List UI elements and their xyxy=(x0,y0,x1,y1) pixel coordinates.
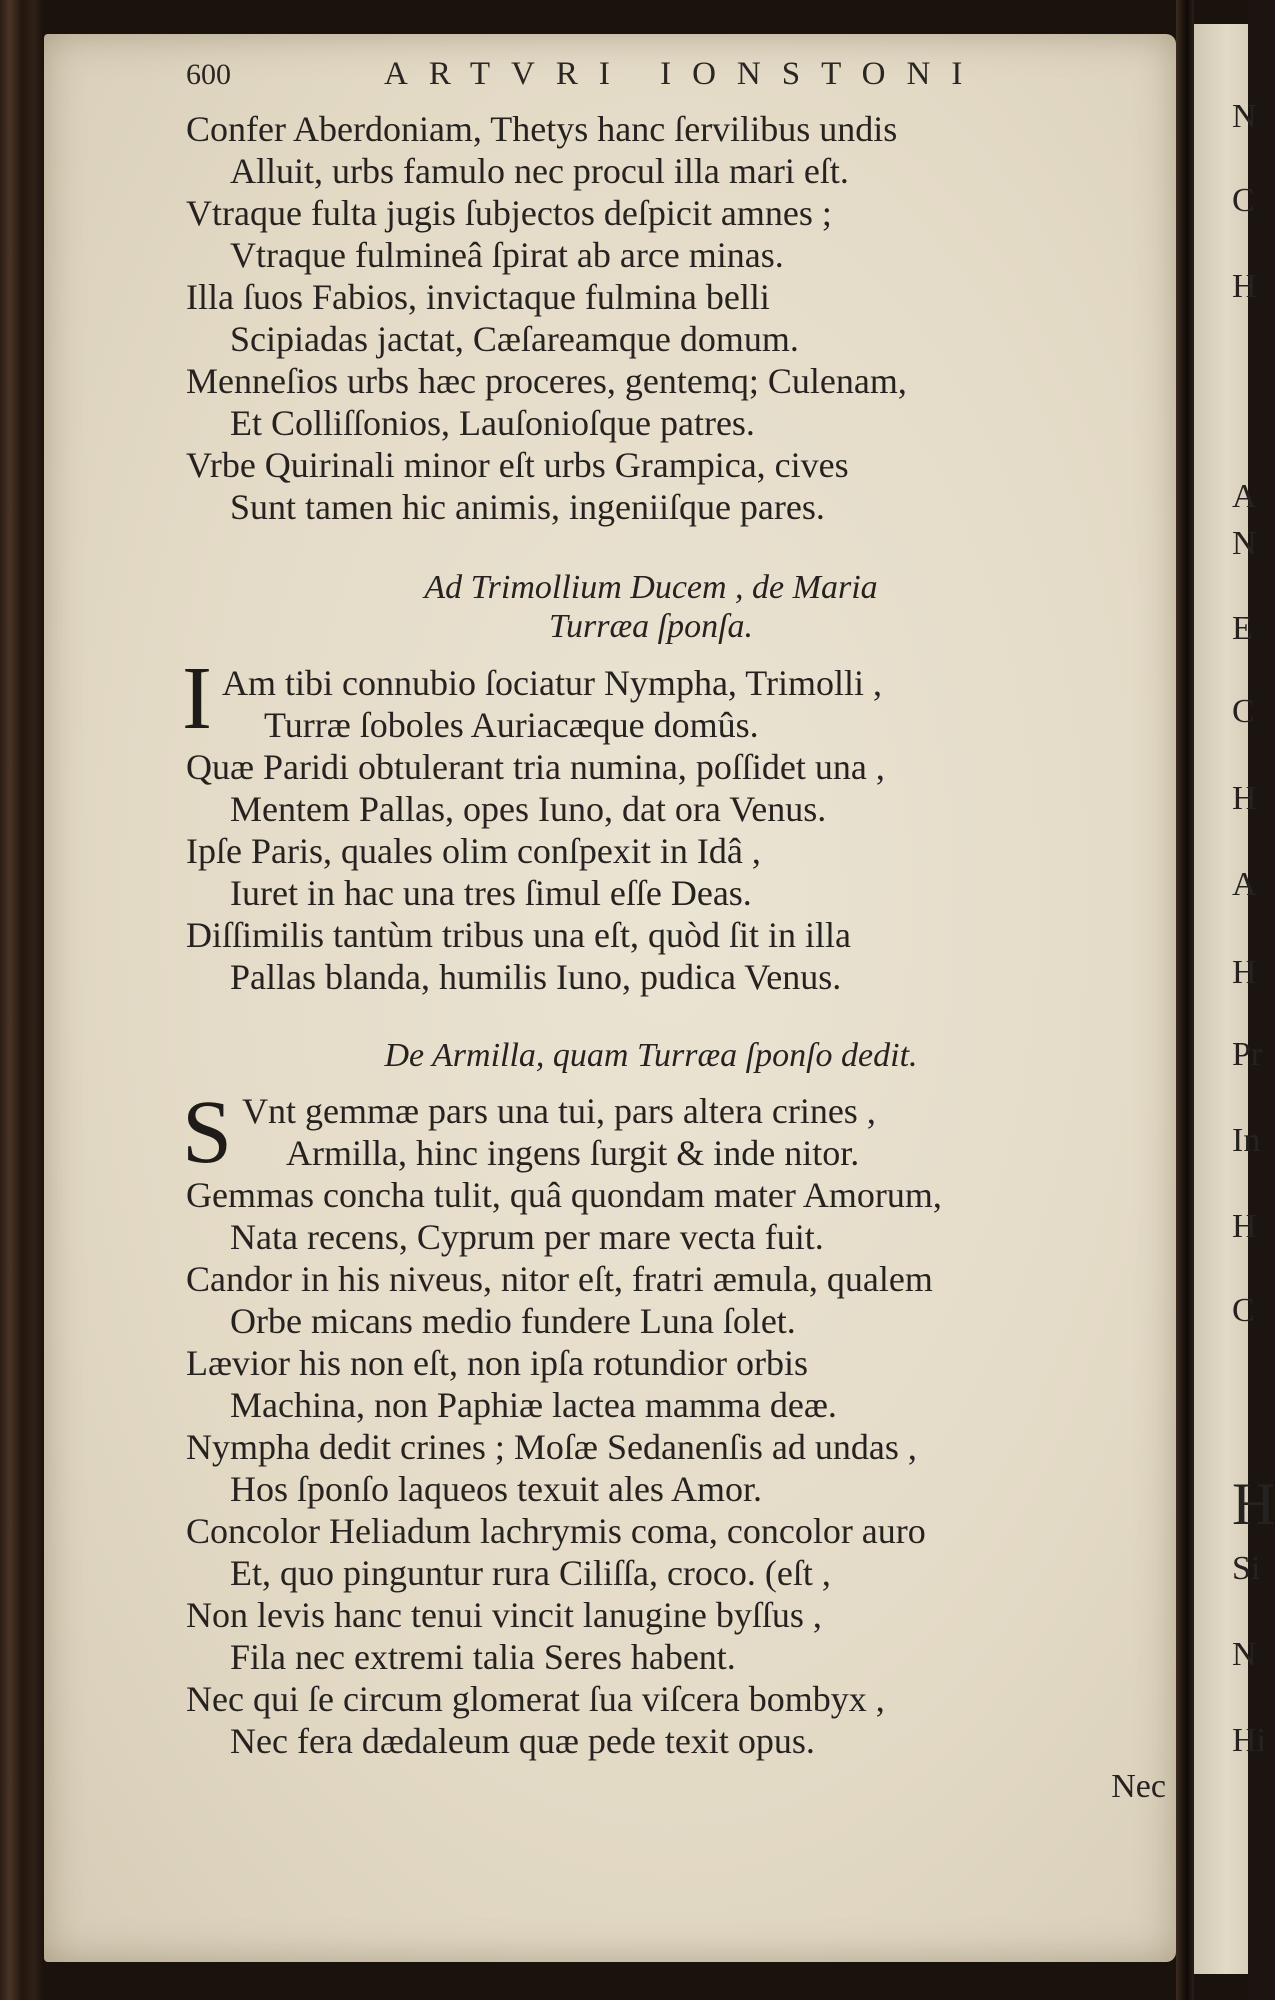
page-header xyxy=(186,58,1116,102)
drop-cap-initial: S xyxy=(182,1083,233,1182)
verse-line: Et Colliſſonios, Lauſonioſque patres. xyxy=(230,403,755,443)
page-number: 600 xyxy=(186,58,231,91)
verse-line: Mentem Pallas, opes Iuno, dat ora Venus. xyxy=(230,789,827,829)
facing-page-letter: In xyxy=(1232,1122,1261,1159)
verse-line: Candor in his niveus, nitor eſt, fratri æmula, qualem xyxy=(186,1259,933,1299)
facing-page-letter: H xyxy=(1232,268,1257,305)
poem-trimollium xyxy=(186,662,1116,998)
facing-page-letter: N xyxy=(1232,98,1257,135)
verse-line: Lævior his non eſt, non ipſa rotundior orbis xyxy=(186,1343,808,1383)
facing-page-letter: H xyxy=(1232,1471,1275,1537)
poem-title-line: De Armilla, quam Turræa ſponſo dedit. xyxy=(384,1037,918,1074)
facing-page-letter: E xyxy=(1232,610,1253,647)
poem-armilla xyxy=(186,1090,1116,1762)
verse-line: Nec qui ſe circum glomerat ſua viſcera bombyx , xyxy=(186,1679,885,1719)
facing-page-letter: N xyxy=(1232,525,1257,562)
facing-page-edge xyxy=(1194,24,1248,1974)
verse-line: Armilla, hinc ingens ſurgit & inde nitor. xyxy=(286,1133,860,1173)
verse-line: Sunt tamen hic animis, ingeniiſque pares. xyxy=(230,487,825,527)
catchword: Nec xyxy=(1111,1768,1166,1805)
verse-line: Gemmas concha tulit, quâ quondam mater Amorum, xyxy=(186,1175,942,1215)
verse-line: Turræ ſoboles Auriacæque domûs. xyxy=(264,705,759,745)
verse-line: Nec fera dædaleum quæ pede texit opus. xyxy=(230,1721,815,1761)
verse-line: Hos ſponſo laqueos texuit ales Amor. xyxy=(230,1469,762,1509)
verse-line: Orbe micans medio fundere Luna ſolet. xyxy=(230,1301,796,1341)
verse-line: Vtraque fulta jugis ſubjectos deſpicit amnes ; xyxy=(186,193,832,233)
verse-line: Vtraque fulmineâ ſpirat ab arce minas. xyxy=(230,235,784,275)
verse-line: Scipiadas jactat, Cæſareamque domum. xyxy=(230,319,799,359)
facing-page-letter: C xyxy=(1232,1292,1255,1329)
drop-cap-initial: I xyxy=(182,649,212,748)
facing-page-letter: A xyxy=(1232,866,1257,903)
verse-line: Quæ Paridi obtulerant tria numina, poſſidet una , xyxy=(186,747,885,787)
verse-line: Alluit, urbs famulo nec procul illa mari eſt. xyxy=(230,151,849,191)
facing-page-letter: A xyxy=(1232,478,1257,515)
verse-line: Pallas blanda, humilis Iuno, pudica Venus. xyxy=(230,957,842,997)
verse-line: Menneſios urbs hæc proceres, gentemq; Culenam, xyxy=(186,361,907,401)
verse-line: Machina, non Paphiæ lactea mamma deæ. xyxy=(230,1385,837,1425)
facing-page-letter: C xyxy=(1232,182,1255,219)
facing-page-letter: Si xyxy=(1232,1550,1261,1587)
verse-line: Nata recens, Cyprum per mare vecta fuit. xyxy=(230,1217,824,1257)
binding-gutter xyxy=(1176,0,1194,2000)
facing-page-letter: H xyxy=(1232,1208,1257,1245)
verse-line: Non levis hanc tenui vincit lanugine byſſus , xyxy=(186,1595,822,1635)
verse-line: Confer Aberdoniam, Thetys hanc ſervilibus undis xyxy=(186,109,898,149)
facing-page-letter: C xyxy=(1232,693,1255,730)
verse-line: Fila nec extremi talia Seres habent. xyxy=(230,1637,736,1677)
verse-line: Vnt gemmæ pars una tui, pars altera crines , xyxy=(242,1091,876,1131)
poem-title-line: Turræa ſponſa. xyxy=(548,608,754,645)
facing-page-letter: H xyxy=(1232,780,1257,817)
verse-line: Ipſe Paris, quales olim conſpexit in Idâ , xyxy=(186,831,761,871)
verse-line: Et, quo pinguntur rura Ciliſſa, croco. (eſt , xyxy=(230,1553,831,1593)
poem-title-line: Ad Trimollium Ducem , de Maria xyxy=(424,569,878,606)
verse-line: Concolor Heliadum lachrymis coma, concolor auro xyxy=(186,1511,926,1551)
verse-line: Diſſimilis tantùm tribus una eſt, quòd ſit in illa xyxy=(186,915,851,955)
poem-title-trimollium xyxy=(186,568,1116,646)
poem-title-armilla xyxy=(186,1036,1116,1075)
facing-page-letter: Hi xyxy=(1232,1722,1266,1759)
facing-page-letter: H xyxy=(1232,954,1257,991)
verse-line: Nympha dedit crines ; Moſæ Sedanenſis ad undas , xyxy=(186,1427,917,1467)
facing-page-letter: N xyxy=(1232,1636,1257,1673)
poem-aberdonia xyxy=(186,108,1116,528)
verse-line: Illa ſuos Fabios, invictaque fulmina belli xyxy=(186,277,770,317)
verse-line: Iuret in hac una tres ſimul eſſe Deas. xyxy=(230,873,752,913)
verse-line: Am tibi connubio ſociatur Nympha, Trimolli , xyxy=(222,663,882,703)
verse-line: Vrbe Quirinali minor eſt urbs Grampica, cives xyxy=(186,445,849,485)
facing-page-letter: Pr xyxy=(1232,1036,1263,1073)
running-head: ARTVRI IONSTONI xyxy=(384,56,984,92)
